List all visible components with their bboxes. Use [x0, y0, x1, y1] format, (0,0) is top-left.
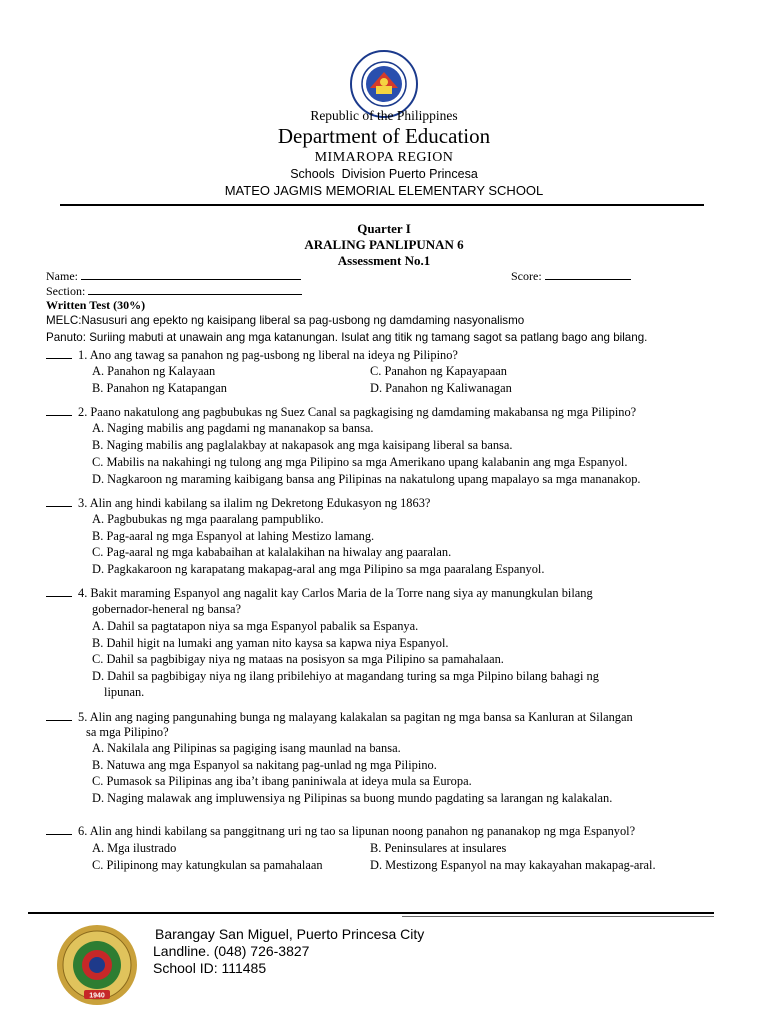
q2-option-c: C. Mabilis na nakahingi ng tulong ang mga Pilipino sa mga Amerikano upang kalabanin ang mga Espanyol.	[92, 455, 628, 469]
q6-option-d: D. Mestizong Espanyol na may kakayahan makapag-aral.	[370, 858, 656, 872]
assessment-title: Assessment No.1	[337, 253, 431, 268]
q6-option-c: C. Pilipinong may katungkulan sa pamahalaan	[92, 858, 323, 872]
melc-text: MELC:Nasusuri ang epekto ng kaisipang liberal sa pag-usbong ng damdaming nasyonalismo	[46, 314, 525, 327]
question-2	[46, 404, 636, 420]
answer-blank-2[interactable]	[46, 404, 72, 416]
q3-option-a: A. Pagbubukas ng mga paaralang pampubliko.	[92, 512, 324, 526]
q6-option-a: A. Mga ilustrado	[92, 841, 177, 855]
q5-option-c: C. Pumasok sa Pilipinas ang iba’t ibang paniniwala at ideya mula sa Europa.	[92, 774, 472, 788]
q3-option-c: C. Pag-aaral ng mga kababaihan at kalalakihan na hiwalay ang paaralan.	[92, 545, 452, 559]
answer-blank-5[interactable]	[46, 709, 72, 721]
q2-option-b: B. Naging mabilis ang paglalakbay at nakapasok ang mga kaisipang liberal sa bansa.	[92, 438, 513, 452]
quarter-title: Quarter I	[357, 221, 411, 236]
q2-option-a: A. Naging mabilis ang pagdami ng mananakop sa bansa.	[92, 421, 374, 435]
footer-rule-thick	[28, 912, 714, 914]
question-5-text: 5. Alin ang naging pangunahing bunga ng malayang kalakalan sa pagitan ng mga bansa sa Kanluran at Silangan	[78, 710, 633, 724]
section-blank[interactable]	[88, 283, 302, 295]
score-blank[interactable]	[545, 268, 631, 280]
footer-address: Barangay San Miguel, Puerto Princesa City	[155, 926, 425, 942]
q4-option-a: A. Dahil sa pagtatapon niya sa mga Espanyol pabalik sa Espanya.	[92, 619, 419, 633]
footer-landline: Landline. (048) 726-3827	[153, 943, 310, 959]
section-field[interactable]	[46, 283, 302, 299]
q5-option-a: A. Nakilala ang Pilipinas sa pagiging isang maunlad na bansa.	[92, 741, 401, 755]
q5-option-b: B. Natuwa ang mga Espanyol sa nakitang pag-unlad ng mga Pilipino.	[92, 758, 437, 772]
question-1-text: 1. Ano ang tawag sa panahon ng pag-usbong ng liberal na ideya ng Pilipino?	[78, 348, 458, 362]
score-label: Score:	[511, 269, 542, 283]
footer-rule-thin	[402, 916, 714, 917]
q1-option-b: B. Panahon ng Katapangan	[92, 381, 227, 395]
answer-blank-3[interactable]	[46, 495, 72, 507]
school-line: MATEO JAGMIS MEMORIAL ELEMENTARY SCHOOL	[224, 183, 544, 198]
q4-option-d: D. Dahil sa pagbibigay niya ng ilang pribilehiyo at magandang turing sa mga Pilpino bilang bahagi ng	[92, 669, 599, 683]
question-3	[46, 495, 430, 511]
q4-option-d-cont: lipunan.	[104, 685, 145, 699]
test-type: Written Test (30%)	[46, 298, 146, 312]
answer-blank-1[interactable]	[46, 347, 72, 359]
answer-blank-6[interactable]	[46, 823, 72, 835]
question-5-text-cont: sa mga Pilipino?	[86, 725, 169, 739]
svg-text:1940: 1940	[89, 992, 105, 1000]
q6-option-b: B. Peninsulares at insulares	[370, 841, 507, 855]
question-1	[46, 347, 458, 363]
question-6-text: 6. Alin ang hindi kabilang sa panggitnang uri ng tao sa lipunan noong panahon ng pananakop ng mga Espanyol?	[78, 824, 636, 838]
department-title: Department of Education	[277, 124, 491, 148]
question-5	[46, 709, 633, 725]
question-4	[46, 585, 593, 601]
q3-option-d: D. Pagkakaroon ng karapatang makapag-aral ang mga Pilipino sa mga paaralang Espanyol.	[92, 562, 545, 576]
header-rule	[60, 204, 704, 206]
q1-option-c: C. Panahon ng Kapayapaan	[370, 364, 507, 378]
question-2-text: 2. Paano nakatulong ang pagbubukas ng Suez Canal sa pagkagising ng damdaming makabansa ng mga Pilipino?	[78, 405, 637, 419]
subject-title: ARALING PANLIPUNAN 6	[304, 237, 464, 252]
score-field[interactable]	[511, 268, 631, 284]
region-line: MIMAROPA REGION	[314, 150, 454, 165]
panuto-text: Panuto: Suriing mabuti at unawain ang mga katanungan. Isulat ang titik ng tamang sagot sa patlang bago ang bilang.	[46, 331, 648, 344]
q4-option-c: C. Dahil sa pagbibigay niya ng mataas na posisyon sa mga Pilipino sa pamahalaan.	[92, 652, 504, 666]
republic-line: Republic of the Philippines	[310, 108, 458, 123]
footer-school-id: School ID: 111485	[153, 960, 267, 976]
section-label: Section:	[46, 284, 86, 298]
name-field[interactable]	[46, 268, 301, 284]
division-line: Schools Division Puerto Princesa	[290, 167, 478, 181]
q4-option-b: B. Dahil higit na lumaki ang yaman nito kaysa sa kapwa niya Espanyol.	[92, 636, 449, 650]
question-6	[46, 823, 635, 839]
q1-option-d: D. Panahon ng Kaliwanagan	[370, 381, 512, 395]
question-4-text-cont: gobernador-heneral ng bansa?	[92, 602, 242, 616]
name-blank[interactable]	[81, 268, 301, 280]
answer-blank-4[interactable]	[46, 585, 72, 597]
q3-option-b: B. Pag-aaral ng mga Espanyol at lahing Mestizo lamang.	[92, 529, 375, 543]
q5-option-d: D. Naging malawak ang impluwensiya ng Pilipinas sa buong mundo pagdating sa larangan ng kalakalan.	[92, 791, 613, 805]
question-3-text: 3. Alin ang hindi kabilang sa ilalim ng Dekretong Edukasyon ng 1863?	[78, 496, 431, 510]
name-label: Name:	[46, 269, 78, 283]
q2-option-d: D. Nagkaroon ng maraming kaibigang bansa ang Pilipinas na nakatulong upang mapalayo sa mga mananakop.	[92, 472, 641, 486]
q1-option-a: A. Panahon ng Kalayaan	[92, 364, 216, 378]
school-logo	[56, 924, 138, 1006]
question-4-text: 4. Bakit maraming Espanyol ang nagalit kay Carlos Maria de la Torre nang siya ay manungkulan bilang	[78, 586, 593, 600]
